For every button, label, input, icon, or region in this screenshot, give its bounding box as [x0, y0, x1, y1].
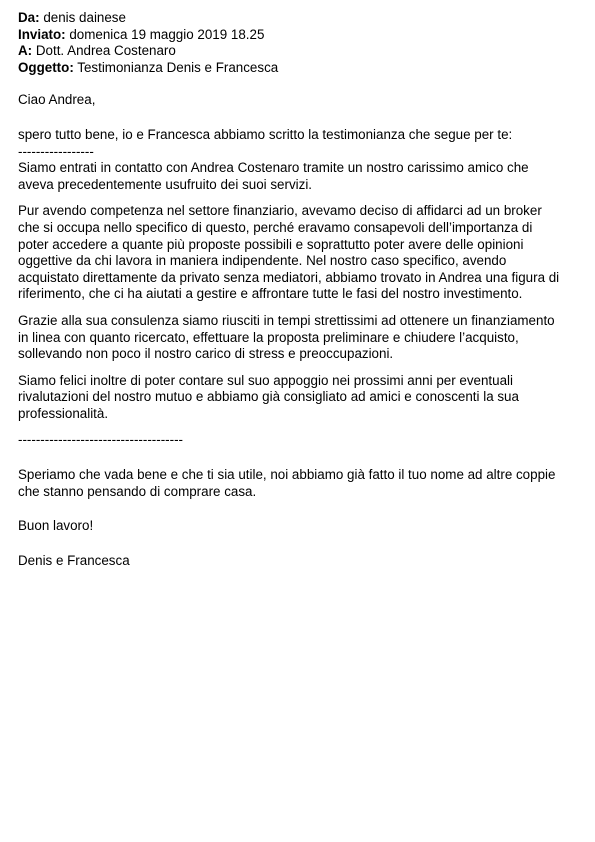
from-line [18, 10, 565, 27]
from-value: denis dainese [43, 10, 126, 25]
subject-label: Oggetto: [18, 59, 74, 75]
testimonial-paragraph-4: Siamo felici inoltre di poter contare sul suo appoggio nei prossimi anni per eventuali rivalutazioni del nostro mutuo e abbiamo già consigliato ad amici e conoscenti la sua professionalità. [18, 372, 519, 421]
separator-short: ----------------- [18, 143, 94, 159]
from-label: Da: [18, 10, 40, 25]
signoff: Buon lavoro! [18, 518, 94, 534]
greeting: Ciao Andrea, [18, 92, 96, 108]
separator-long: ------------------------------------- [18, 432, 183, 448]
signature: Denis e Francesca [18, 552, 130, 568]
email-header [18, 10, 565, 76]
to-label: A: [18, 43, 33, 59]
subject-value: Testimonianza Denis e Francesca [77, 59, 279, 75]
sent-value: domenica 19 maggio 2019 18.25 [69, 26, 265, 42]
testimonial-paragraph-1: Siamo entrati in contatto con Andrea Costenaro tramite un nostro carissimo amico che aveva precedentemente usufruito dei suoi servizi. [18, 160, 529, 192]
subject-line [18, 60, 565, 77]
closing-text: Speriamo che vada bene e che ti sia utile, noi abbiamo già fatto il tuo nome ad altre coppie che stanno pensando di comprare casa. [18, 467, 556, 499]
to-value: Dott. Andrea Costenaro [35, 43, 176, 59]
intro-text: spero tutto bene, io e Francesca abbiamo scritto la testimonianza che segue per te: [18, 126, 513, 142]
testimonial-paragraph-2: Pur avendo competenza nel settore finanziario, avevamo deciso di affidarci ad un broker che si occupa nello specifico di questo, perché eravamo consapevoli dell’importanza di poter accedere a quante più proposte possibili e soprattutto poter avere delle opinioni oggettive da chi lavora in maniera indipendente. Nel nostro caso specifico, avendo acquistato direttamente da privato senza mediatori, abbiamo trovato in Andrea una figura di riferimento, che ci ha aiutati a gestire e affrontare tutte le fasi del nostro investimento. [18, 203, 560, 302]
sent-line [18, 27, 565, 44]
to-line [18, 43, 565, 60]
sent-label: Inviato: [18, 26, 66, 42]
testimonial-paragraph-3: Grazie alla sua consulenza siamo riusciti in tempi strettissimi ad ottenere un finanziamento in linea con quanto ricercato, effettuare la proposta preliminare e chiudere l’acquisto, sollevando non poco il nostro carico di stress e preoccupazioni. [18, 312, 555, 362]
